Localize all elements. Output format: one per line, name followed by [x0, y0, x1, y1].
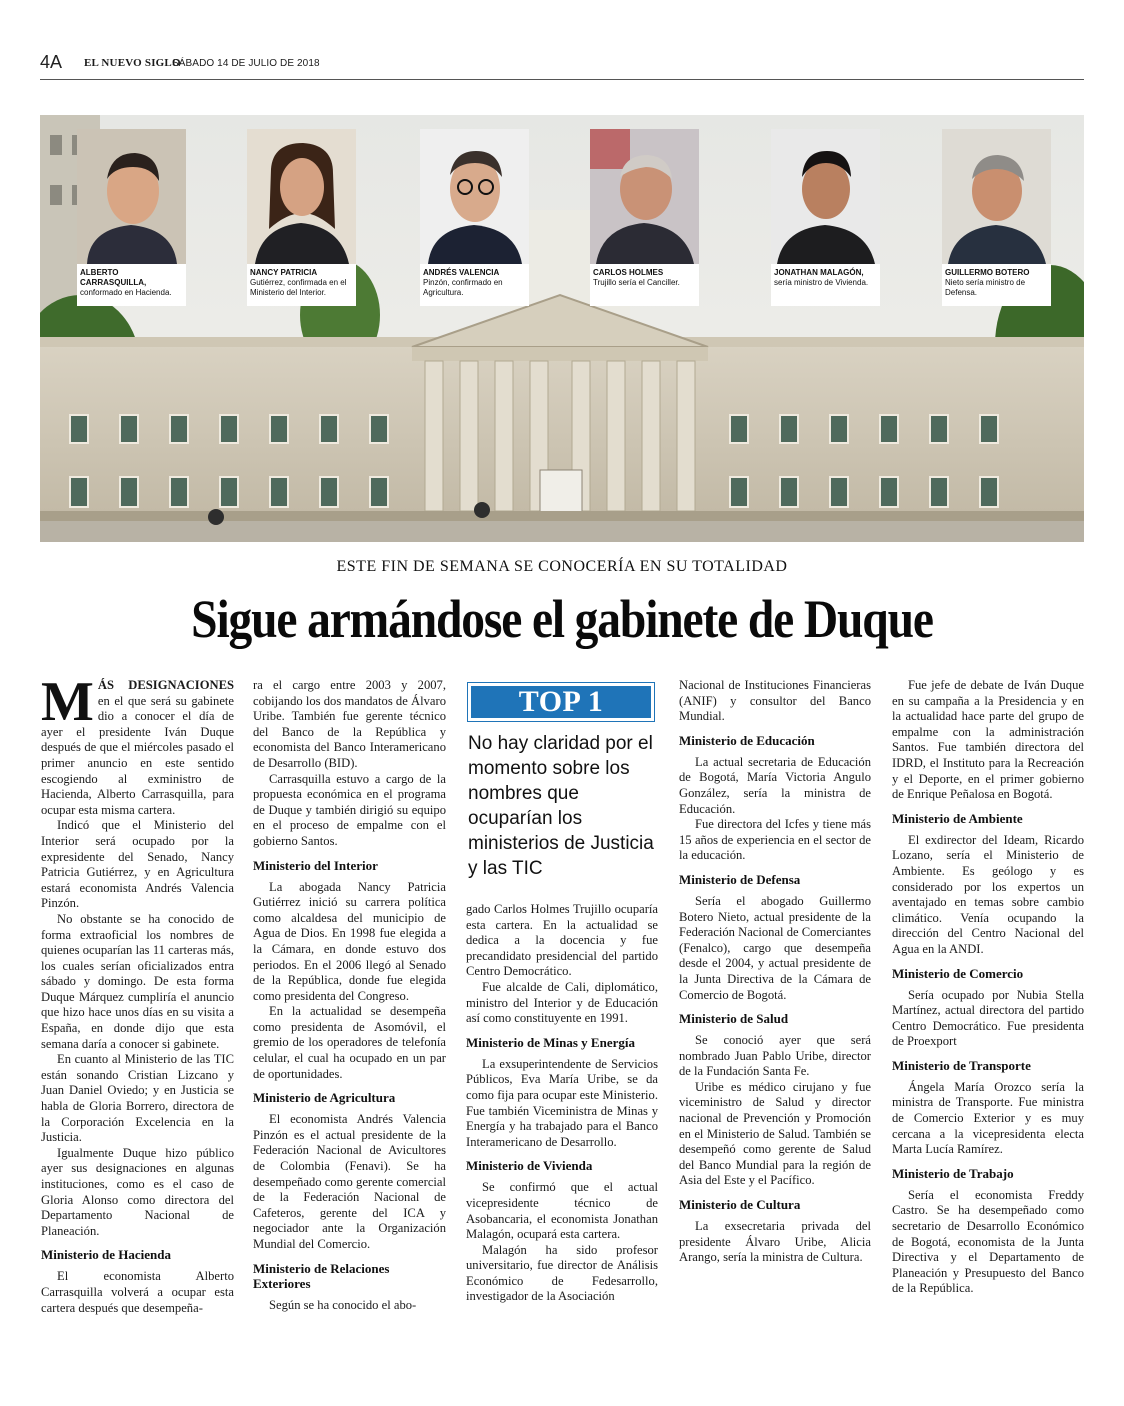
article-headline: Sigue armándose el gabinete de Duque	[191, 589, 933, 649]
paragraph: Se conoció ayer que será nombrado Juan Pablo Uribe, director de la Fundación Santa Fe.	[679, 1033, 871, 1079]
lead-caps: ÁS DESIGNACIONES	[97, 678, 234, 692]
portrait-photo	[771, 129, 880, 264]
paragraph: No obstante se ha conocido de forma extraoficial los nombres de quienes ocuparían las 11 carteras más, los cuales serían oficializados entra sábado y domingo. De esta forma Duque Márquez cumpliría el anuncio que hizo hace unos días en su visita a España, en donde dijo que esta semana daría a conocer si gabinete.	[41, 911, 234, 1051]
paragraph: Uribe es médico cirujano y fue viceministro de Salud y director nacional de Prevención y Promoción en el Ministerio de Salud. También se desempeñó como gerente de Salud del Banco Mundial para la región de Asia del Este y el Pacífico.	[679, 1079, 871, 1188]
paragraph: El economista Andrés Valencia Pinzón es el actual presidente de la Federación Nacional de Avicultores de Colombia (Fenavi). Se ha desempeñado como gerente comercial de la Federación Nacional de Cafeteros, gerente del ICA y negociador ante la Organización Mundial del Comercio.	[253, 1112, 446, 1251]
paragraph: En la actualidad se desempeña como presidenta de Asomóvil, el gremio de los operadores de telefonía celular, el cual ha ocupado en un par de oportunidades.	[253, 1004, 446, 1081]
paragraph: Fue directora del Icfes y tiene más 15 años de experiencia en el sector de la educación.	[679, 817, 871, 863]
paragraph: Nacional de Instituciones Financieras (ANIF) y consultor del Banco Mundial.	[679, 678, 871, 724]
article-column-1	[41, 671, 234, 1316]
section-heading: Ministerio de Defensa	[679, 871, 801, 887]
portrait-name: CARLOS HOLMES	[593, 268, 664, 277]
paragraph: Fue jefe de debate de Iván Duque en su campaña a la Presidencia y en la actualidad hace parte del grupo de empalme con la administración Santos. Fue también directora del IDRD, el Instituto para la Recreación y el Deporte, en el primer gobierno de Enrique Peñalosa en Bogotá.	[892, 678, 1084, 802]
paragraph: gado Carlos Holmes Trujillo ocuparía esta cartera. En la actualidad se dedica a la docencia y fue precandidato presidencial del partido Centro Democrático.	[466, 902, 658, 979]
portrait-caption: conformado en Hacienda.	[80, 288, 172, 297]
section-heading: Ministerio de Vivienda	[466, 1158, 593, 1174]
portrait-name: JONATHAN MALAGÓN,	[774, 268, 864, 277]
paragraph: ra el cargo entre 2003 y 2007, cobijando los dos mandatos de Álvaro Uribe. También fue gerente técnico del Banco de la República y economista del Banco Interamericano de Desarrollo (BID).	[253, 678, 446, 770]
portrait-caption: Pinzón, confirmado en Agricultura.	[423, 278, 503, 297]
article-kicker: ESTE FIN DE SEMANA SE CONOCERÍA EN SU TOTALIDAD	[336, 558, 788, 575]
portrait-photo	[590, 129, 699, 264]
article-column-2	[253, 678, 446, 1313]
section-heading: Ministerio del Interior	[253, 857, 378, 873]
paragraph: La exsecretaria privada del presidente Álvaro Uribe, Alicia Arango, sería la ministra de Cultura.	[679, 1219, 871, 1265]
paragraph: La actual secretaria de Educación de Bogotá, María Victoria Angulo González, sería la ministra de Educación.	[679, 754, 871, 816]
section-heading: Ministerio de Salud	[679, 1011, 789, 1027]
paragraph: La exsuperintendente de Servicios Públicos, Eva María Uribe, se da como fija para ocupar este Ministerio. Fue también Viceministra de Minas y Energía y ha trabajado para el Banco Interamericano de Desarrollo.	[466, 1056, 658, 1149]
portrait-holmes	[590, 129, 699, 306]
portrait-name: ALBERTO CARRASQUILLA,	[80, 268, 147, 287]
newspaper-name: EL NUEVO SIGLO	[84, 57, 181, 69]
top-callout	[468, 683, 654, 881]
portrait-caption: Gutiérrez, confirmada en el Ministerio del Interior.	[250, 278, 347, 297]
article-column-3	[466, 902, 658, 1305]
paragraph: Malagón ha sido profesor universitario, fue director de Análisis Económico de Fedesarrollo, investigador de la Asociación	[466, 1242, 658, 1304]
portrait-photo	[77, 129, 186, 264]
paragraph: En cuanto al Ministerio de las TIC están sonando Cristian Lizcano y Juan Daniel Oviedo; y en Justicia se habla de Gloria Borrero, directora de la Corporación Excelencia en la Justicia.	[41, 1052, 234, 1145]
palace-illustration	[40, 115, 1084, 542]
lead-text: en el que será su gabinete dio a conocer el día de ayer el presidente Iván Duque después de que el miércoles pasado el primer anuncio en este sentido escogiendo al exministro de Hacienda, Alberto Carrasquilla, para ocupar esta misma cartera.	[41, 693, 234, 817]
portrait-caption: sería ministro de Vivienda.	[774, 278, 869, 287]
portrait-name: ANDRÉS VALENCIA	[423, 268, 500, 277]
portrait-caption: Trujillo sería el Canciller.	[593, 278, 680, 287]
paragraph: Igualmente Duque hizo público ayer sus designaciones en algunas instituciones, como es el caso de Gloria Alonso como directora del Departamento Nacional de Planeación.	[41, 1145, 234, 1238]
paragraph: Ángela María Orozco sería la ministra de Transporte. Fue ministra de Comercio Exterior y es muy cercana a la vicepresidenta electa Marta Lucía Ramírez.	[892, 1079, 1084, 1157]
paragraph: Se confirmó que el actual vicepresidente técnico de Asobancaria, el economista Jonathan Malagón, ocupará esta cartera.	[466, 1180, 658, 1242]
section-heading: Ministerio de Educación	[679, 732, 815, 748]
section-heading: Ministerio de Hacienda	[41, 1247, 171, 1263]
section-heading: Ministerio de Trabajo	[892, 1165, 1014, 1181]
portrait-photo	[942, 129, 1051, 264]
portrait-name: GUILLERMO BOTERO	[945, 268, 1030, 277]
paragraph: Sería ocupado por Nubia Stella Martínez, actual directora del partido Centro Democrático. Fue presidenta de Proexport	[892, 987, 1084, 1049]
paragraph: Carrasquilla estuvo a cargo de la propuesta económica en el programa de Duque y también dirigió su equipo en el proceso de empalme con el gobierno Santos.	[253, 771, 446, 848]
issue-date: SÁBADO 14 DE JULIO DE 2018	[172, 58, 320, 69]
section-heading: Ministerio de Agricultura	[253, 1090, 396, 1106]
section-heading: Ministerio de Comercio	[892, 965, 1024, 981]
lead-paragraph	[41, 671, 234, 818]
paragraph: Según se ha conocido el abo-	[269, 1297, 417, 1312]
portrait-gutierrez	[247, 129, 356, 306]
paragraph: La abogada Nancy Patricia Gutiérrez inició su carrera política como alcaldesa del municipio de Agua de Dios. En 1998 fue elegida a la Cámara, en donde estuvo dos periodos. En el 2006 llegó al Senado de la República, donde fue elegida como presidenta del Congreso.	[253, 879, 446, 1003]
portrait-carrasquilla	[77, 129, 186, 306]
hero-photo	[40, 115, 1084, 542]
portrait-valencia	[420, 129, 529, 306]
drop-cap: M	[41, 671, 94, 733]
paragraph: El exdirector del Ideam, Ricardo Lozano, sería el Ministerio de Ambiente. Es geólogo y es considerado por los expertos un aventajado en temas sobre cambio climático. Venía ocupando la dirección del Centro Nacional del Agua en la ANDI.	[892, 832, 1084, 956]
page-number: 4A	[40, 52, 63, 72]
page-header	[40, 50, 1084, 80]
portrait-botero	[942, 129, 1051, 306]
section-heading: Ministerio de Minas y Energía	[466, 1034, 635, 1050]
section-heading: Ministerio de Relaciones Exteriores	[253, 1260, 390, 1291]
paragraph: El economista Alberto Carrasquilla volverá a ocupar esta cartera después que desempeña-	[41, 1269, 234, 1315]
portrait-malagon	[771, 129, 880, 306]
article-column-4	[679, 678, 871, 1266]
portrait-photo	[420, 129, 529, 264]
portrait-name: NANCY PATRICIA	[250, 268, 318, 277]
paragraph: Indicó que el Ministerio del Interior será ocupado por la expresidente del Senado, Nancy Patricia Gutiérrez, y en Agricultura estará economista Andrés Valencia Pinzón.	[41, 818, 234, 911]
top-quote: No hay claridad por el momento sobre los nombres que ocuparían los ministerios de Justicia y las TIC	[468, 733, 654, 879]
paragraph: Fue alcalde de Cali, diplomático, ministro del Interior y de Educación así como constituyente en 1991.	[466, 979, 658, 1026]
section-heading: Ministerio de Ambiente	[892, 810, 1023, 826]
article-column-5	[892, 678, 1084, 1297]
portrait-photo	[247, 129, 356, 264]
section-heading: Ministerio de Cultura	[679, 1197, 801, 1213]
section-heading: Ministerio de Transporte	[892, 1057, 1031, 1073]
top-badge: TOP 1	[468, 683, 654, 721]
paragraph: Sería el economista Freddy Castro. Se ha desempeñado como secretario de Desarrollo Económico de Bogotá, economista de la Junta Directiva y el Departamento de Planeación y Presupuesto del Banco de la República.	[892, 1187, 1084, 1296]
portrait-caption: Nieto sería ministro de Defensa.	[945, 278, 1026, 297]
paragraph: Sería el abogado Guillermo Botero Nieto, actual presidente de la Federación Nacional de Comerciantes (Fenalco), cargo que desempeña desde el 2004, y actual presidente de la Junta Directiva de la Cámara de Comercio de Bogotá.	[679, 893, 871, 1002]
